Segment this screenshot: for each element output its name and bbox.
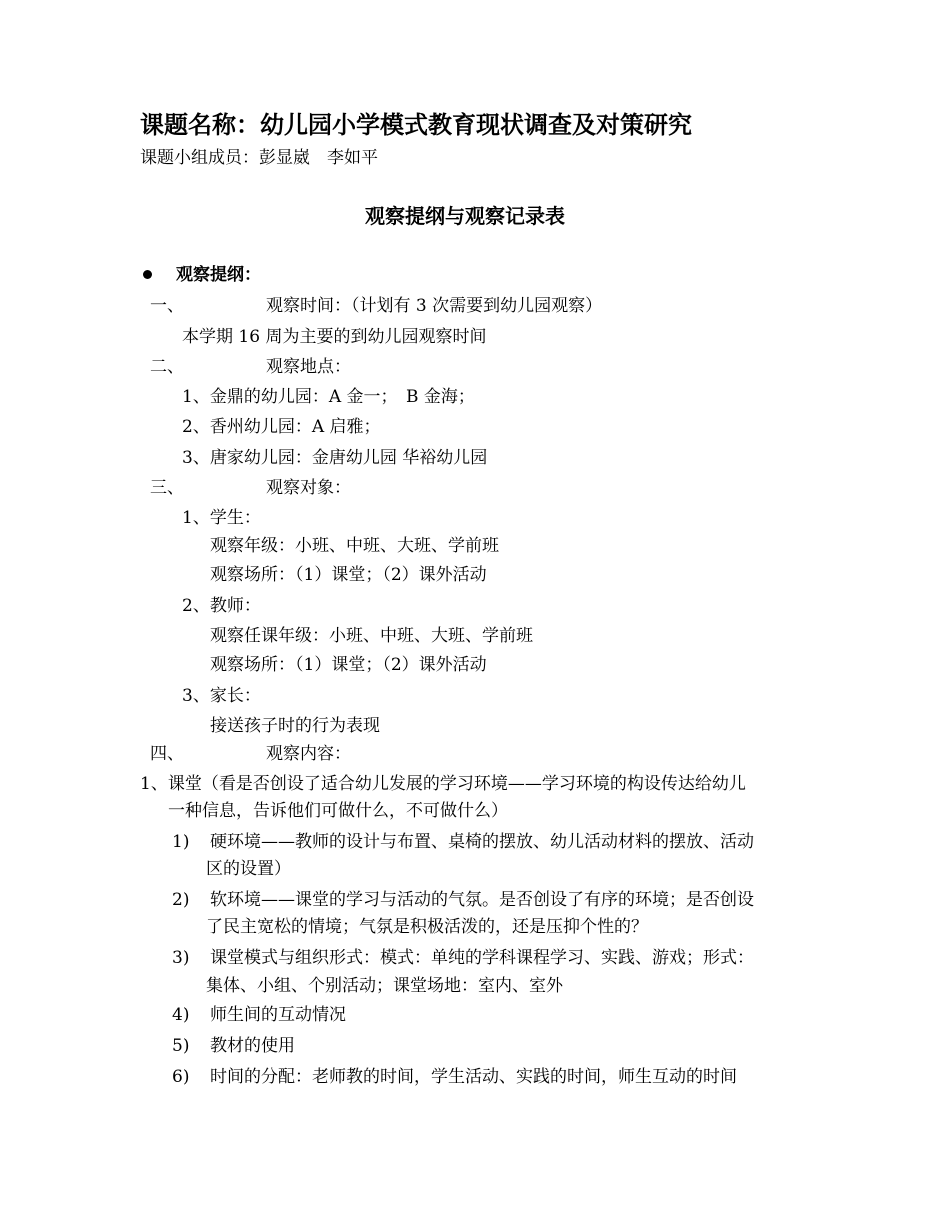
- item-number: 2): [172, 890, 190, 910]
- section-number: 三、: [150, 478, 184, 498]
- location-item: 3、唐家幼儿园：金唐幼儿园 华裕幼儿园: [182, 448, 488, 468]
- object-label: 2、教师：: [182, 596, 261, 616]
- item-text: 硬环境——教师的设计与布置、桌椅的摆放、幼儿活动材料的摆放、活动: [210, 832, 754, 852]
- location-item: 1、金鼎的幼儿园：A 金一； B 金海；: [182, 387, 475, 407]
- item-number: 6): [172, 1067, 190, 1087]
- section-title: 观察内容：: [266, 744, 351, 764]
- item-number: 3): [172, 948, 190, 968]
- item-number: 4): [172, 1005, 190, 1025]
- item-text: 了民主宽松的情境；气氛是积极活泼的，还是压抑个性的？: [206, 917, 648, 937]
- section-title: 观察对象：: [266, 478, 351, 498]
- classroom-line: 1、课堂（看是否创设了适合幼儿发展的学习环境——学习环境的构设传达给幼儿: [140, 774, 746, 794]
- section-title: 观察地点：: [266, 357, 351, 377]
- item-text: 区的设置）: [206, 859, 291, 879]
- section-number: 四、: [150, 744, 184, 764]
- item-text: 师生间的互动情况: [210, 1005, 346, 1025]
- outline-label: 观察提纲：: [176, 265, 261, 285]
- object-detail: 观察场所：（1）课堂；（2）课外活动: [210, 565, 487, 585]
- item-text: 课堂模式与组织形式：模式：单纯的学科课程学习、实践、游戏；形式：: [210, 948, 754, 968]
- time-note: 本学期 16 周为主要的到幼儿园观察时间: [182, 327, 487, 347]
- object-detail: 观察年级：小班、中班、大班、学前班: [210, 536, 499, 556]
- object-detail: 接送孩子时的行为表现: [210, 716, 380, 736]
- section-title: 观察时间：（计划有 3 次需要到幼儿园观察）: [266, 296, 603, 316]
- classroom-line: 一种信息，告诉他们可做什么，不可做什么）: [168, 801, 508, 821]
- section-heading: 观察提纲与观察记录表: [365, 204, 565, 228]
- object-detail: 观察任课年级：小班、中班、大班、学前班: [210, 626, 533, 646]
- object-detail: 观察场所：（1）课堂；（2）课外活动: [210, 655, 487, 675]
- section-number: 二、: [150, 357, 184, 377]
- item-number: 5): [172, 1036, 190, 1056]
- item-text: 教材的使用: [210, 1036, 295, 1056]
- item-text: 集体、小组、个别活动；课堂场地：室内、室外: [206, 976, 563, 996]
- section-number: 一、: [150, 296, 184, 316]
- item-number: 1): [172, 832, 190, 852]
- bullet-icon: [143, 270, 152, 279]
- item-text: 软环境——课堂的学习与活动的气氛。是否创设了有序的环境；是否创设: [210, 890, 754, 910]
- object-label: 3、家长：: [182, 686, 261, 706]
- location-item: 2、香州幼儿园：A 启雅；: [182, 417, 381, 437]
- members-line: 课题小组成员：彭显崴 李如平: [140, 148, 378, 168]
- item-text: 时间的分配：老师教的时间，学生活动、实践的时间，师生互动的时间: [210, 1067, 737, 1087]
- document-title: 课题名称：幼儿园小学模式教育现状调查及对策研究: [140, 110, 692, 139]
- object-label: 1、学生：: [182, 508, 261, 528]
